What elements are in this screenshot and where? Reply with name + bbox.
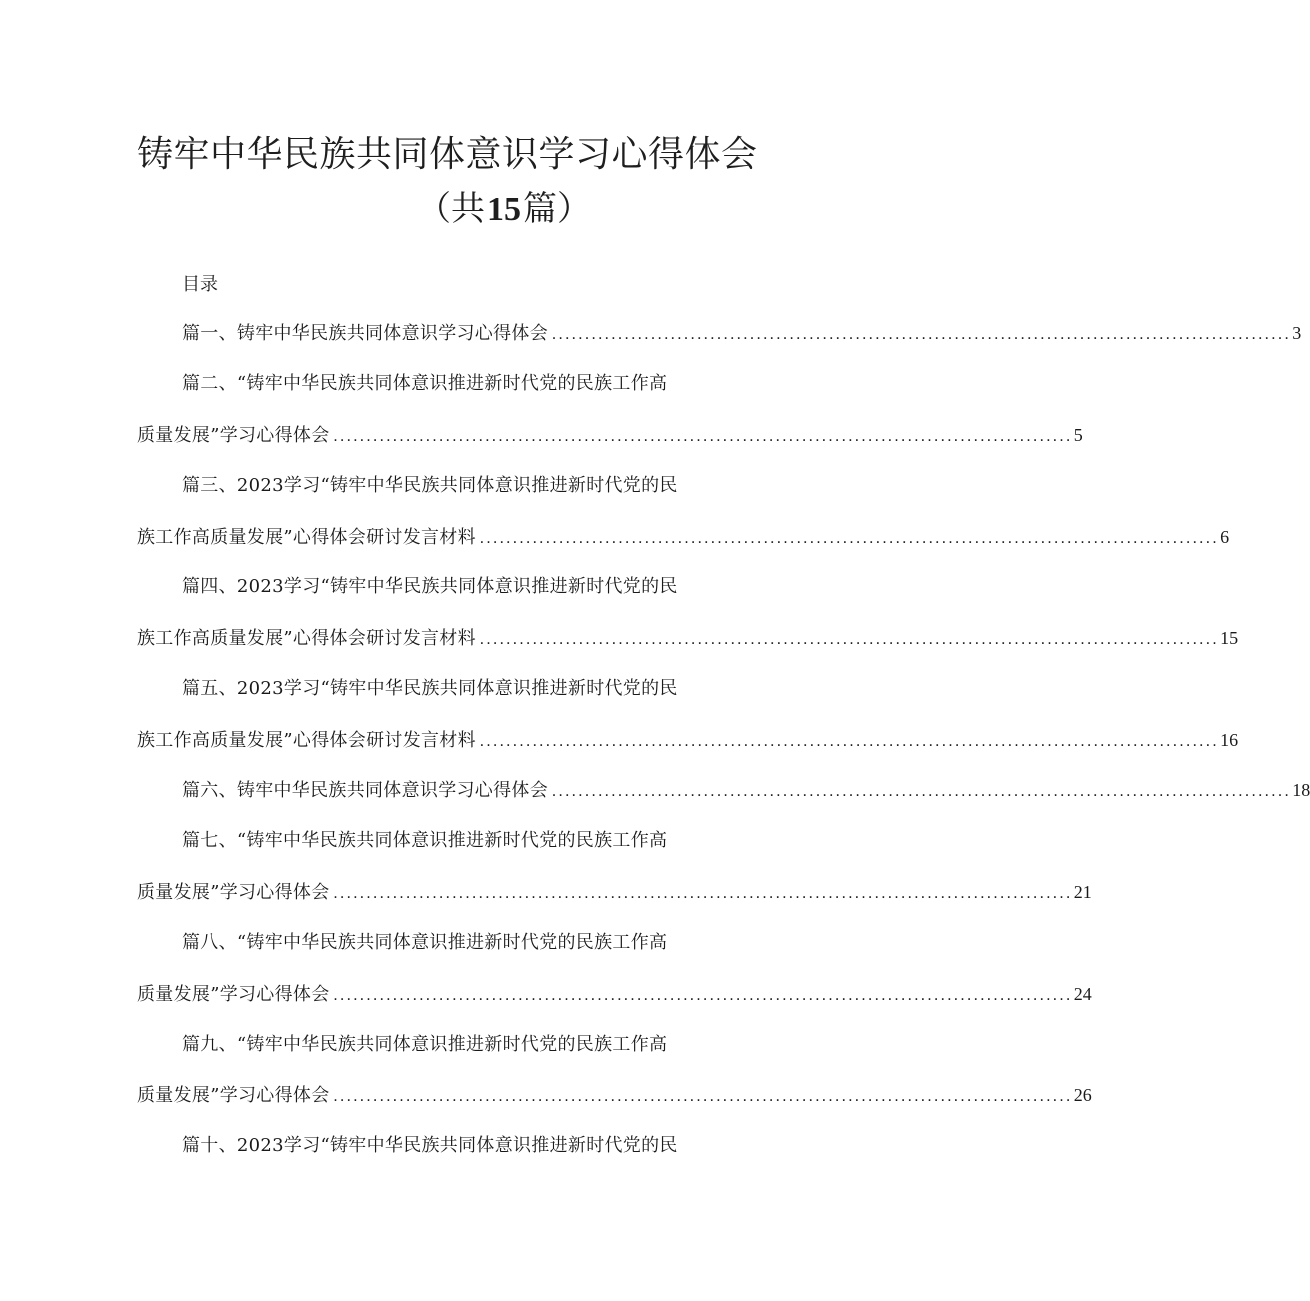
dot-leader: ................................................................................................................ <box>333 885 1073 902</box>
toc-entry[interactable] <box>182 1033 742 1057</box>
toc-entry[interactable] <box>182 677 742 701</box>
toc-entry-continuation[interactable] <box>137 728 1239 752</box>
toc-entry-text: 篇二、“铸牢中华民族共同体意识推进新时代党的民族工作高 <box>182 373 668 394</box>
toc-entry-text: 篇六、铸牢中华民族共同体意识学习心得体会 <box>182 780 548 801</box>
toc-entry-text: 质量发展”学习心得体会 <box>137 984 330 1005</box>
toc-entry-text: 篇四、2023学习“铸牢中华民族共同体意识推进新时代党的民 <box>182 576 678 597</box>
toc-entry-continuation[interactable] <box>137 1083 1092 1107</box>
toc-page-number: 16 <box>1220 730 1239 750</box>
subtitle-count: 15 <box>487 191 521 228</box>
toc-page-number: 5 <box>1073 425 1083 445</box>
dot-leader: ................................................................................................................ <box>479 733 1220 750</box>
toc-entry[interactable] <box>182 1134 742 1158</box>
toc-entry[interactable] <box>182 372 742 396</box>
dot-leader: ................................................................................................................ <box>552 326 1292 343</box>
dot-leader: ................................................................................................................ <box>333 1088 1073 1105</box>
toc-entry-continuation[interactable] <box>137 626 1239 650</box>
toc-entry-text: 篇一、铸牢中华民族共同体意识学习心得体会 <box>182 323 548 344</box>
subtitle-prefix: （共 <box>417 189 485 229</box>
toc-entry-text: 篇五、2023学习“铸牢中华民族共同体意识推进新时代党的民 <box>182 678 678 699</box>
subtitle-suffix: 篇） <box>523 189 591 229</box>
dot-leader: ................................................................................................................ <box>552 783 1292 800</box>
toc-entry-text: 族工作高质量发展”心得体会研讨发言材料 <box>137 628 476 649</box>
toc-page-number: 24 <box>1073 984 1092 1004</box>
toc-heading: 目录 <box>182 274 218 295</box>
toc-entry-continuation[interactable] <box>137 982 1092 1006</box>
toc-page-number: 26 <box>1073 1085 1092 1105</box>
toc-page-number: 21 <box>1073 882 1092 902</box>
document-subtitle <box>417 181 591 230</box>
toc-entry[interactable] <box>182 575 742 599</box>
toc-entry[interactable] <box>182 829 742 853</box>
toc-entry[interactable] <box>182 321 1302 345</box>
toc-entry-text: 质量发展”学习心得体会 <box>137 882 330 903</box>
dot-leader: ................................................................................................................ <box>479 631 1220 648</box>
toc-entry-text: 质量发展”学习心得体会 <box>137 1085 330 1106</box>
toc-entry[interactable] <box>182 474 742 498</box>
toc-entry[interactable] <box>182 931 742 955</box>
toc-entry-text: 篇七、“铸牢中华民族共同体意识推进新时代党的民族工作高 <box>182 830 668 851</box>
toc-page-number: 18 <box>1292 780 1310 800</box>
toc-entry[interactable] <box>182 778 1310 802</box>
toc-entry-text: 族工作高质量发展”心得体会研讨发言材料 <box>137 730 476 751</box>
toc-page-number: 6 <box>1220 527 1230 547</box>
toc-entry-text: 质量发展”学习心得体会 <box>137 425 330 446</box>
toc-page-number: 15 <box>1220 628 1239 648</box>
toc-entry-text: 篇九、“铸牢中华民族共同体意识推进新时代党的民族工作高 <box>182 1034 668 1055</box>
toc-entry-continuation[interactable] <box>137 880 1092 904</box>
toc-entry-text: 篇十、2023学习“铸牢中华民族共同体意识推进新时代党的民 <box>182 1135 678 1156</box>
toc-entry-text: 篇八、“铸牢中华民族共同体意识推进新时代党的民族工作高 <box>182 932 668 953</box>
toc-entry-text: 族工作高质量发展”心得体会研讨发言材料 <box>137 527 476 548</box>
toc-entry-text: 篇三、2023学习“铸牢中华民族共同体意识推进新时代党的民 <box>182 475 678 496</box>
toc-entry-continuation[interactable] <box>137 423 1083 447</box>
document-title: 铸牢中华民族共同体意识学习心得体会 <box>137 134 758 175</box>
dot-leader: ................................................................................................................ <box>333 987 1073 1004</box>
toc-page-number: 3 <box>1292 323 1302 343</box>
toc-entry-continuation[interactable] <box>137 525 1230 549</box>
dot-leader: ................................................................................................................ <box>479 530 1220 547</box>
dot-leader: ................................................................................................................ <box>333 428 1073 445</box>
